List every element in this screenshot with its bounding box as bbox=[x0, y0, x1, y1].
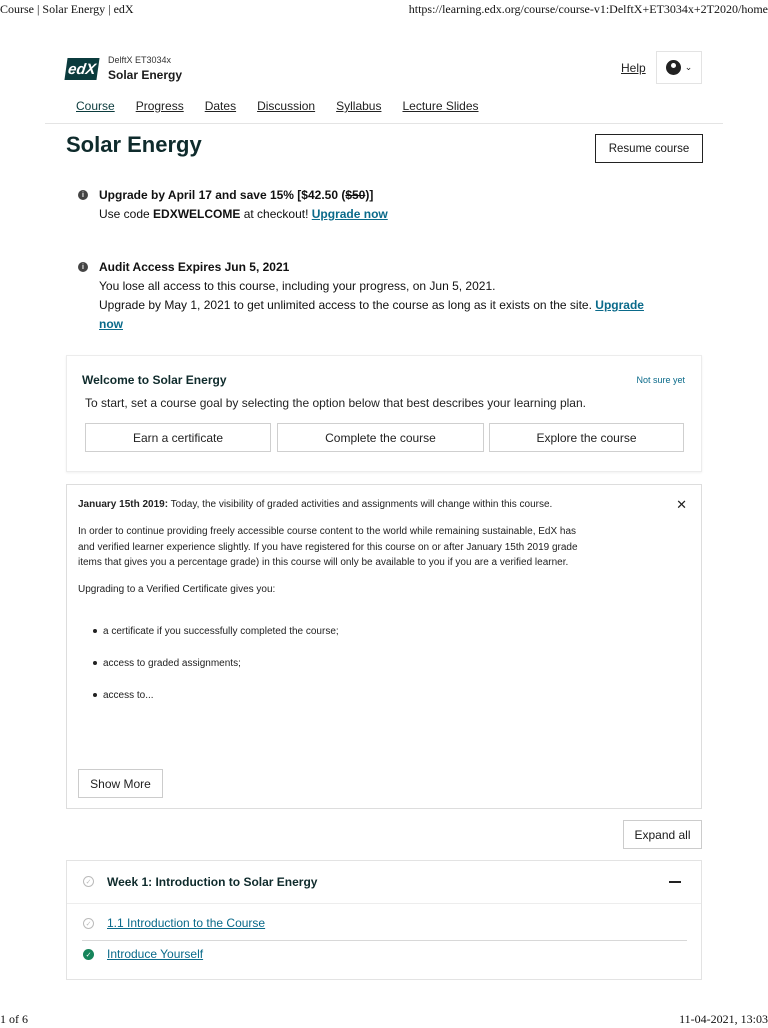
print-footer bbox=[0, 1010, 768, 1028]
audit-title: Audit Access Expires Jun 5, 2021 bbox=[99, 260, 290, 274]
week-header[interactable] bbox=[67, 861, 701, 904]
unit-link[interactable]: 1.1 Introduction to the Course bbox=[107, 916, 266, 930]
expand-all-button[interactable]: Expand all bbox=[623, 820, 702, 849]
unit-link[interactable]: Introduce Yourself bbox=[107, 947, 204, 961]
notice-para-line: In order to continue providing freely accessible course content to the world while remaining sustainable, EdX has bbox=[78, 526, 577, 537]
welcome-description: To start, set a course goal by selecting the option below that best describes your learning plan. bbox=[85, 396, 586, 410]
completed-check-icon: ✓ bbox=[83, 949, 94, 960]
incomplete-check-icon: ✓ bbox=[83, 876, 94, 887]
help-link[interactable]: Help bbox=[621, 61, 646, 75]
course-name: Solar Energy bbox=[108, 68, 183, 82]
print-datetime: 11-04-2021, 13:03 bbox=[679, 1012, 768, 1026]
info-icon: i bbox=[78, 262, 88, 272]
not-sure-yet-link[interactable]: Not sure yet bbox=[636, 375, 685, 385]
incomplete-check-icon: ✓ bbox=[83, 918, 94, 929]
notice-paragraph bbox=[78, 524, 638, 571]
print-header bbox=[0, 0, 768, 18]
upgrade-title-pre: Upgrade by April 17 and save 15% [$42.50 ( bbox=[99, 188, 346, 202]
notice-para-line: and verified learner experience slightly. If you have registered for this course on or after January 15th 2019 grade bbox=[78, 541, 578, 553]
print-url: https://learning.edx.org/course/course-v1:DelftX+ET3034x+2T2020/home bbox=[408, 2, 768, 16]
notice-date: January 15th 2019: bbox=[78, 499, 169, 510]
print-page-title: Course | Solar Energy | edX bbox=[0, 2, 134, 16]
audit-upgrade-link-cont[interactable]: now bbox=[99, 317, 123, 331]
show-more-button[interactable]: Show More bbox=[78, 769, 163, 798]
upgrade-alert bbox=[99, 186, 388, 224]
unit-divider bbox=[82, 940, 687, 941]
notice-headline-text: Today, the visibility of graded activities and assignments will change within this course. bbox=[168, 499, 553, 510]
tab-discussion[interactable]: Discussion bbox=[257, 99, 316, 113]
upgrade-now-link[interactable]: Upgrade now bbox=[311, 207, 388, 221]
notice-headline bbox=[78, 497, 638, 513]
upgrade-code-pre: Use code bbox=[99, 207, 154, 221]
course-org: DelftX ET3034x bbox=[108, 55, 172, 65]
goal-explore-course-button[interactable]: Explore the course bbox=[489, 423, 684, 452]
tab-syllabus[interactable]: Syllabus bbox=[336, 99, 382, 113]
page-title: Solar Energy bbox=[66, 132, 202, 157]
notice-bullet: access to graded assignments; bbox=[93, 658, 241, 669]
tab-progress[interactable]: Progress bbox=[135, 99, 184, 113]
info-icon: i bbox=[78, 190, 88, 200]
goal-earn-certificate-button[interactable]: Earn a certificate bbox=[85, 423, 271, 452]
collapse-icon[interactable] bbox=[669, 881, 681, 883]
user-menu-button[interactable] bbox=[656, 51, 702, 84]
course-goal-card bbox=[66, 355, 702, 472]
tabs-divider bbox=[45, 123, 723, 124]
audit-line1: You lose all access to this course, including your progress, on Jun 5, 2021. bbox=[99, 279, 496, 293]
tab-dates[interactable]: Dates bbox=[204, 99, 237, 113]
audit-line2: Upgrade by May 1, 2021 to get unlimited access to the course as long as it exists on the site. bbox=[99, 298, 596, 312]
course-notice-card bbox=[66, 484, 702, 809]
welcome-title: Welcome to Solar Energy bbox=[82, 373, 227, 387]
tab-lecture-slides[interactable]: Lecture Slides bbox=[402, 99, 479, 113]
resume-course-button[interactable]: Resume course bbox=[595, 134, 703, 163]
notice-bullet: a certificate if you successfully completed the course; bbox=[93, 626, 339, 637]
notice-para-line: items that gives you a percentage grade) in this course will only be available to you if you are a verified learner. bbox=[78, 557, 569, 568]
tab-course[interactable]: Course bbox=[76, 99, 115, 113]
notice-bullet: access to... bbox=[93, 690, 154, 701]
user-avatar-icon bbox=[666, 60, 681, 75]
edx-logo[interactable]: edX bbox=[64, 58, 99, 80]
week-title: Week 1: Introduction to Solar Energy bbox=[107, 875, 318, 889]
audit-upgrade-link[interactable]: Upgrade bbox=[595, 298, 644, 312]
chevron-down-icon: ⌄ bbox=[684, 62, 693, 72]
close-icon[interactable]: ✕ bbox=[676, 497, 687, 512]
course-tabs bbox=[76, 99, 500, 117]
upgrade-title-post: )] bbox=[365, 188, 374, 202]
original-price: $50 bbox=[345, 188, 366, 202]
print-page-number: 1 of 6 bbox=[0, 1012, 28, 1026]
week-section bbox=[66, 860, 702, 980]
audit-alert bbox=[99, 258, 679, 334]
upgrade-code-mid: at checkout! bbox=[240, 207, 312, 221]
goal-complete-course-button[interactable]: Complete the course bbox=[277, 423, 484, 452]
notice-intro: Upgrading to a Verified Certificate gives you: bbox=[78, 584, 276, 595]
promo-code: EDXWELCOME bbox=[153, 207, 241, 221]
